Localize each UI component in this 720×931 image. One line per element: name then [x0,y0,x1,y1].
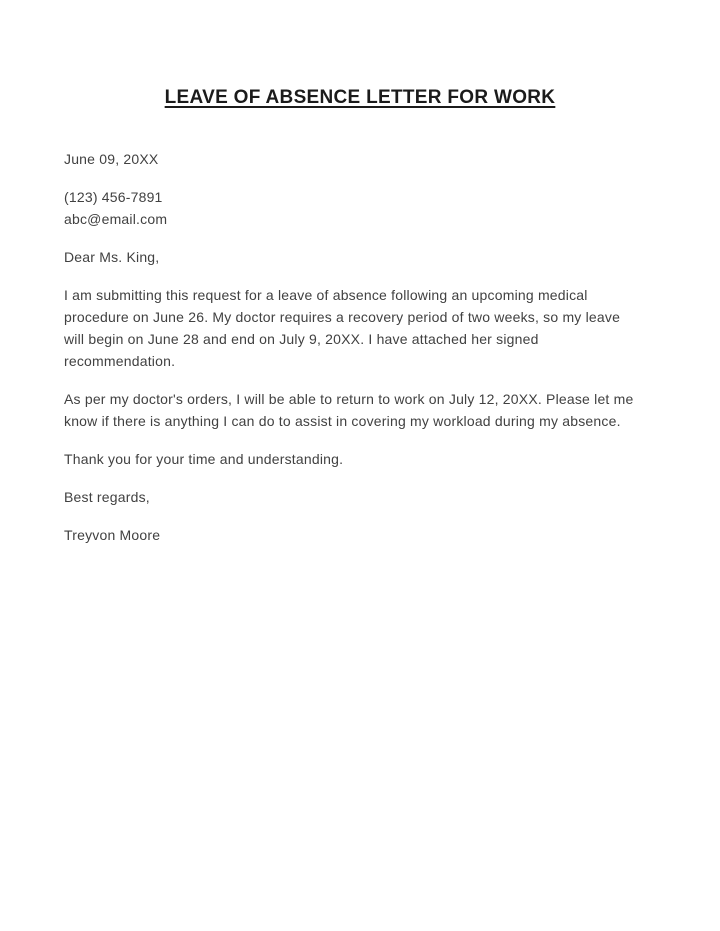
signature-name: Treyvon Moore [64,527,161,543]
letter-date: June 09, 20XX [64,151,159,167]
thank-you-line: Thank you for your time and understanding. [64,451,344,467]
closing-line: Best regards, [64,489,150,505]
body-paragraph-1: I am submitting this request for a leave of absence following an upcoming medical procedure on June 26. My doctor requires a recovery period of two weeks, so my leave will begin on June 28 and end on July 9, 20XX. I have attached her signed recommendation. [64,287,621,369]
contact-block [64,186,642,230]
salutation-line: Dear Ms. King, [64,249,160,265]
body-paragraph-2: As per my doctor's orders, I will be able to return to work on July 12, 20XX. Please let me know if there is anything I can do to assist in covering my workload during my absence. [64,391,634,429]
letter-title: LEAVE OF ABSENCE LETTER FOR WORK [164,87,556,108]
email-address: abc@email.com [64,211,168,227]
phone-number: (123) 456-7891 [64,189,163,205]
